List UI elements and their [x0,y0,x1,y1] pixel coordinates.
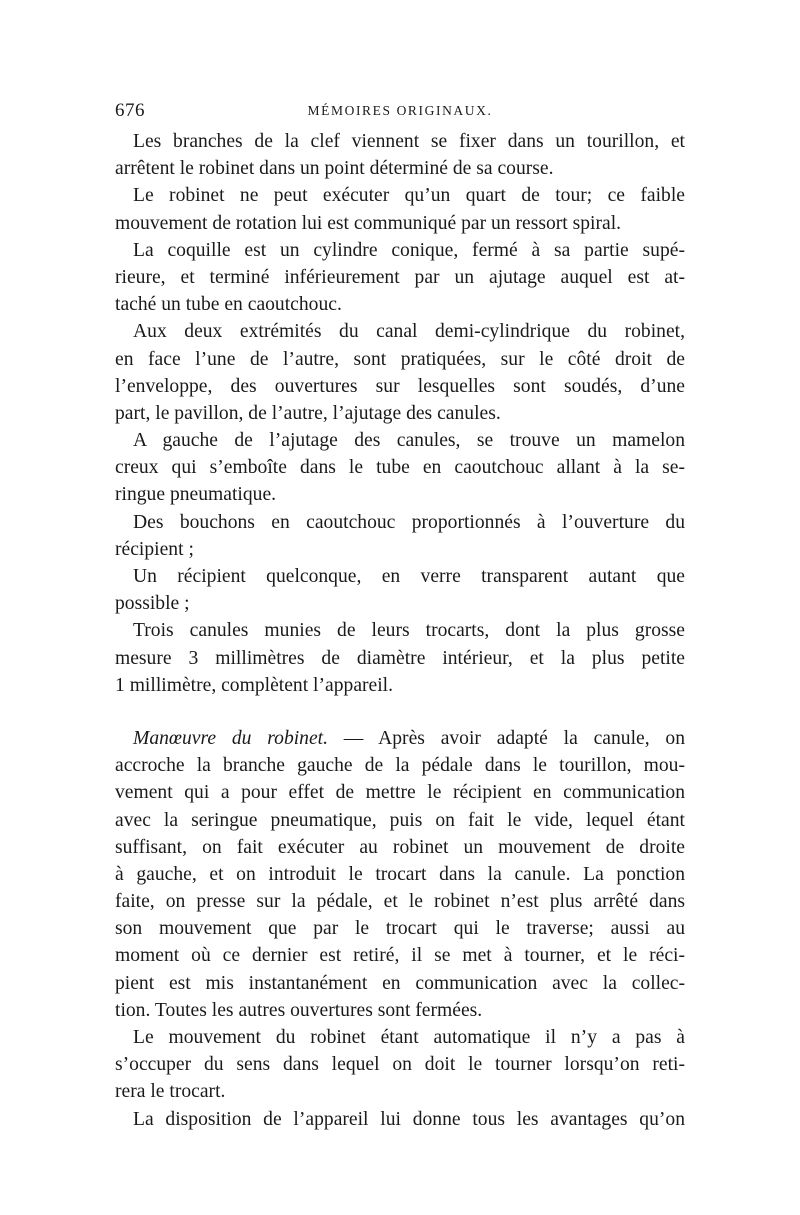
running-head [115,100,685,122]
text-line: Un récipient quelconque, en verre transparent autant que [133,566,685,587]
text-line: récipient ; [115,538,194,560]
text-line: mesure 3 millimètres de diamètre intérieur, et la plus petite [115,647,685,669]
paragraph [115,725,685,1024]
text-line: mouvement de rotation lui est communiqué par un ressort spiral. [115,212,622,234]
text-line: Trois canules munies de leurs trocarts, dont la plus grosse [133,620,685,642]
paragraph [115,182,685,236]
text-line: part, le pavillon, de l’autre, l’ajutage des canules. [115,402,501,424]
text-line: creux qui s’emboîte dans le tube en caoutchouc allant à la se- [115,457,685,479]
text-line: s’occuper du sens dans lequel on doit le tourner lorsqu’on reti- [115,1054,685,1076]
text-line: avec la seringue pneumatique, puis on fait le vide, lequel étant [115,809,685,831]
page-number: 676 [115,100,145,121]
text-line: faite, on presse sur la pédale, et le robinet n’est plus arrêté dans [115,891,685,913]
text-line: Aux deux extrémités du canal demi-cylindrique du robinet, [133,321,685,343]
text-line: vement qui a pour effet de mettre le récipient en communication [115,782,685,804]
paragraph [115,128,685,182]
paragraph [115,1106,685,1133]
text-line: moment où ce dernier est retiré, il se met à tourner, et le réci- [115,945,685,967]
text-line: La disposition de l’appareil lui donne tous les avantages qu’on [133,1108,685,1130]
paragraph [115,617,685,699]
text-line: 1 millimètre, complètent l’appareil. [115,674,394,696]
running-title: MÉMOIRES ORIGINAUX. [307,103,493,118]
text-line: taché un tube en caoutchouc. [115,294,342,316]
paragraph [115,427,685,509]
body-text [115,128,685,1133]
text-line: rieure, et terminé inférieurement par un ajutage auquel est at- [115,266,685,288]
text-line: possible ; [115,593,190,615]
paragraph [115,563,685,617]
paragraph [115,237,685,319]
text-line: Le mouvement du robinet étant automatique il n’y a pas à [133,1027,685,1048]
text-line: Le robinet ne peut exécuter qu’un quart de tour; ce faible [133,185,685,207]
text-line-with-runin [115,725,685,752]
text-line: A gauche de l’ajutage des canules, se trouve un mamelon [133,430,685,452]
text-line: pient est mis instantanément en communication avec la collec- [115,972,685,994]
paragraph [115,509,685,563]
text-line: Les branches de la clef viennent se fixer dans un tourillon, et [133,131,685,152]
paragraph [115,1024,685,1106]
text-line: tion. Toutes les autres ouvertures sont fermées. [115,999,483,1021]
paragraph [115,318,685,427]
section-gap [115,699,685,725]
text-line: rera le trocart. [115,1081,226,1103]
text-line: en face l’une de l’autre, sont pratiquées, sur le côté droit de [115,348,685,370]
runin-continuation: — Après avoir adapté la canule, on [328,727,685,749]
text-line: Des bouchons en caoutchouc proportionnés à l’ouverture du [133,511,685,533]
text-line: ringue pneumatique. [115,484,277,506]
text-line: La coquille est un cylindre conique, fermé à sa partie supé- [133,239,685,261]
text-line: accroche la branche gauche de la pédale dans le tourillon, mou- [115,755,685,777]
text-line: arrêtent le robinet dans un point déterminé de sa course. [115,158,554,180]
text-line: suffisant, on fait exécuter au robinet un mouvement de droite [115,836,685,858]
text-line: à gauche, et on introduit le trocart dans la canule. La ponction [115,863,685,885]
text-line: son mouvement que par le trocart qui le traverse; aussi au [115,918,685,940]
runin-heading: Manœuvre du robinet. [133,727,329,749]
text-line: l’enveloppe, des ouvertures sur lesquelles sont soudés, d’une [115,375,685,397]
